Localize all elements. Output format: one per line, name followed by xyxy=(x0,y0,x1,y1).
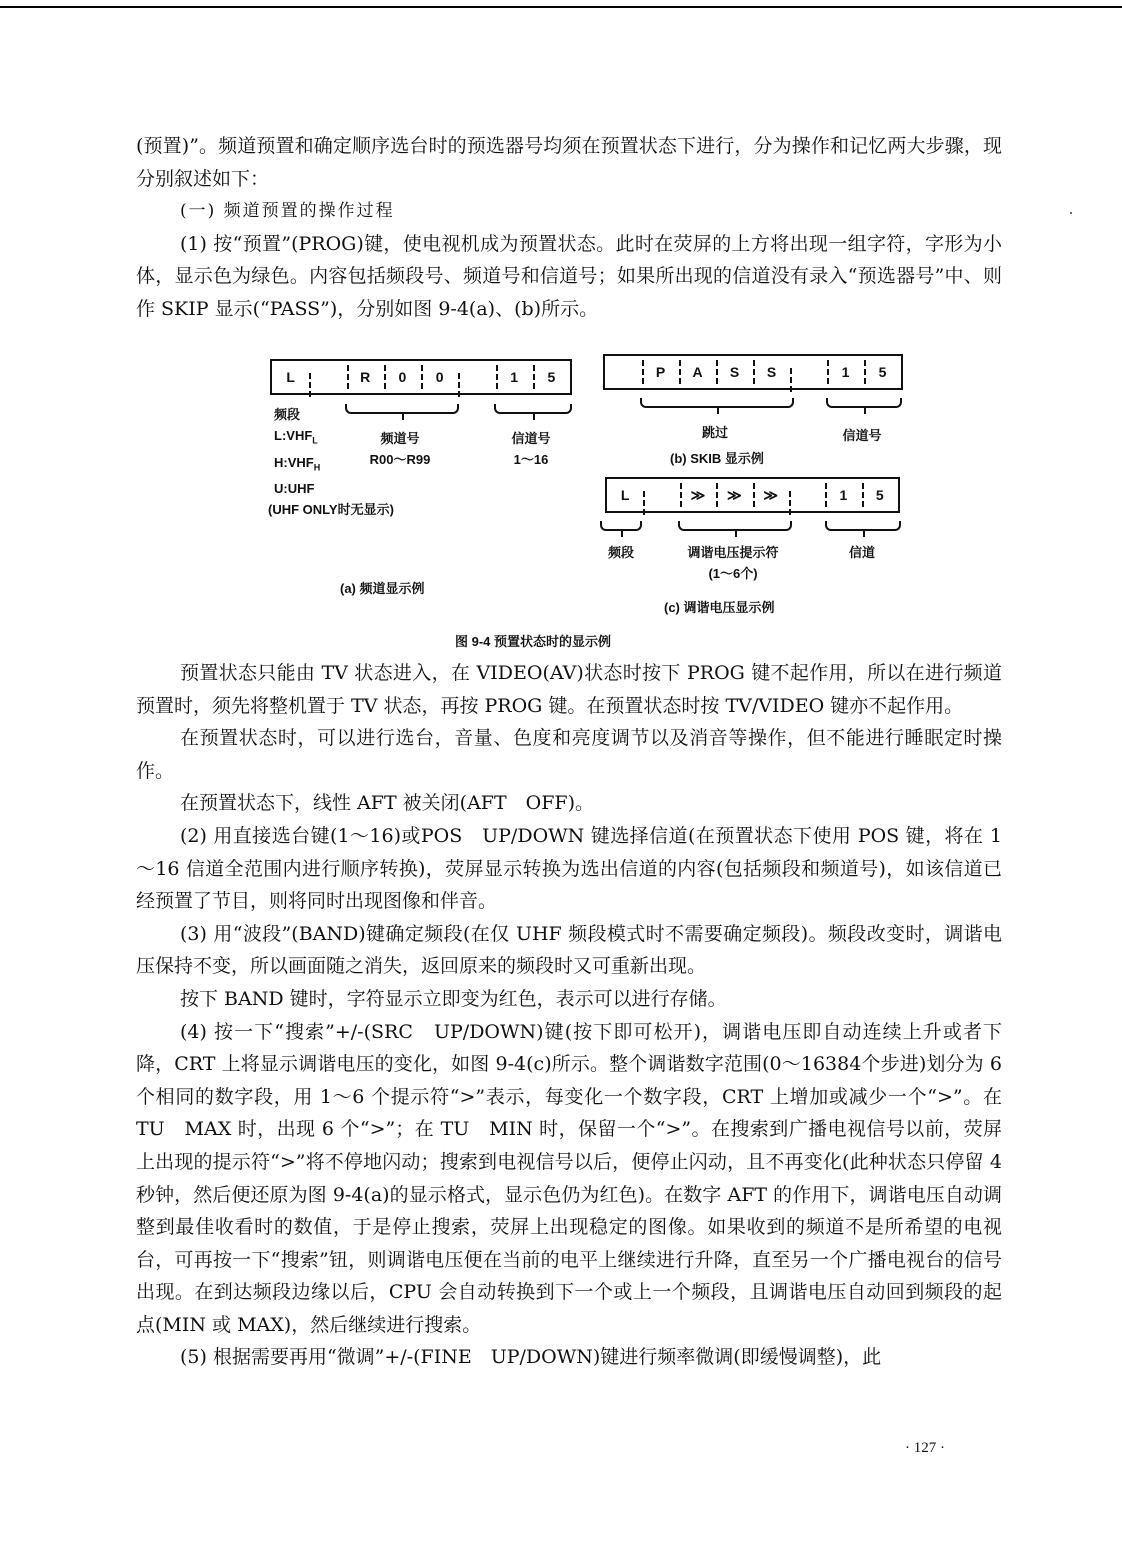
brace-channel-a xyxy=(345,404,459,414)
cell: 1 xyxy=(825,487,861,503)
intro-block xyxy=(136,130,1002,326)
top-rule xyxy=(0,6,1122,8)
body-paragraph: (3) 用“波段”(BAND)键确定频段(在仅 UHF 频段模式时不需要确定频段)。频段改变时，调谐电压保持不变，所以画面随之消失，返回原来的频段时又可重新出现。 xyxy=(136,922,1002,978)
cell: 5 xyxy=(864,364,901,380)
position-label-c: 信道 xyxy=(848,545,875,560)
brace-position-b xyxy=(826,398,902,408)
cell: 0 xyxy=(384,369,421,385)
brace-skip-b xyxy=(640,398,794,408)
cell: L xyxy=(620,487,630,503)
tune-label-text: 调谐电压提示符 xyxy=(687,545,779,560)
band-line-vhfh: $H:VHF_H$ xyxy=(274,454,321,473)
skip-label-b: 跳过 xyxy=(701,425,728,440)
cell: P xyxy=(642,364,679,380)
intro-paragraph: (预置)”。频道预置和确定顺序选台时的预选器号均须在预置状态下进行，分为操作和记忆两大步骤，现分别叙述如下： xyxy=(136,135,1002,190)
brace-band-c xyxy=(600,521,642,531)
tune-range-text: (1～6个) xyxy=(708,566,758,581)
step-1-paragraph: (1) 按“预置”(PROG)键，使电视机成为预置状态。此时在荧屏的上方将出现一组字符，字形为小体，显示色为绿色。内容包括频段号、频道号和信道号；如果所出现的信道没有录入“预选器号”中、则作 SKIP 显示(“PASS”)，分别如图 9-4(a)、(b)所示。 xyxy=(136,232,1002,320)
page-number: · 127 · xyxy=(905,1440,945,1456)
display-box-b xyxy=(603,354,903,390)
scan-speck xyxy=(1070,212,1072,214)
body-paragraph: (2) 用直接选台键(1～16)或POS UP/DOWN 键选择信道(在预置状态下使用 POS 键，将在 1～16 信道全范围内进行顺序转换)，荧屏显示转换为选出信道的内容(包括频段和频道号)，如该信道已经预置了节目，则将同时出现图像和伴音。 xyxy=(136,824,1002,913)
position-label-text: 信道号 xyxy=(511,431,551,446)
cell: R xyxy=(347,369,384,385)
tune-label-c xyxy=(668,542,798,584)
body-block xyxy=(136,657,1002,1374)
display-box-c xyxy=(605,477,900,513)
body-paragraph: 在预置状态下，线性 AFT 被关闭(AFT OFF)。 xyxy=(180,792,595,815)
caption-b: (b) SKIB 显示例 xyxy=(670,451,764,466)
band-line-note: (UHF ONLY时无显示) xyxy=(268,502,394,518)
cell: 0 xyxy=(421,369,458,385)
band-label-c: 频段 xyxy=(607,545,634,560)
brace-tune-c xyxy=(678,521,792,531)
position-range-text: 1～16 xyxy=(513,452,549,467)
band-line-uhf: U:UHF xyxy=(274,481,315,497)
brace-position-c xyxy=(825,521,901,531)
channel-label-text: 频道号 xyxy=(380,431,420,446)
channel-label-a xyxy=(350,428,450,470)
cell: 5 xyxy=(533,369,570,385)
body-paragraph: 预置状态只能由 TV 状态进入，在 VIDEO(AV)状态时按下 PROG 键不起作用，所以在进行频道预置时，须先将整机置于 TV 状态，再按 PROG 键。在预置状态时按 TV/VIDEO 键亦不起作用。 xyxy=(136,662,1002,717)
band-line-vhfl: $L:VHF_L$ xyxy=(274,428,318,446)
channel-range-text: R00～R99 xyxy=(369,452,431,467)
display-box-a xyxy=(270,359,572,395)
caption-c: (c) 调谐电压显示例 xyxy=(664,600,775,615)
body-paragraph: 在预置状态时，可以进行选台，音量、色度和亮度调节以及消音等操作，但不能进行睡眠定时操作。 xyxy=(136,727,1002,782)
brace-position-a xyxy=(494,404,572,414)
caption-a: (a) 频道显示例 xyxy=(340,581,425,596)
cell: S xyxy=(753,364,790,380)
cell: ≫ xyxy=(680,487,716,504)
band-title: 频段 xyxy=(274,407,301,422)
cell: S xyxy=(716,364,753,380)
section-heading: (一) 频道预置的操作过程 xyxy=(180,201,395,222)
cell: A xyxy=(679,364,716,380)
cell: ≫ xyxy=(753,487,789,504)
position-label-b: 信道号 xyxy=(842,428,882,443)
position-label-a xyxy=(490,428,572,470)
cell: 5 xyxy=(862,487,898,503)
figure-title: 图 9-4 预置状态时的显示例 xyxy=(455,634,612,649)
body-paragraph: (5) 根据需要再用“微调”+/-(FINE UP/DOWN)键进行频率微调(即缓慢调整)，此 xyxy=(180,1346,882,1369)
body-paragraph: (4) 按一下“搜索”+/-(SRC UP/DOWN)键(按下即可松开)，调谐电压即自动连续上升或者下降，CRT 上将显示调谐电压的变化，如图 9-4(c)所示。整个调谐数字范围(0～16384个步进)划分为 6 个相同的数字段，用 1～6 个提示符“>”表示，每变化一个数字段，CRT 上增加或减少一个“>”。在 TU MAX 时，出现 6 个“>”；在 TU MIN 时，保留一个“>”。在搜索到广播电视信号以前，荧屏上出现的提示符“>”将不停地闪动；搜索到电视信号以后，便停止闪动，且不再变化(此种状态只停留 4 秒钟，然后便还原为图 9-4(a)的显示格式，显示色仍为红色)。在数字 AFT 的作用下，调谐电压自动调整到最佳收看时的数值，于是停止搜索，荧屏上出现稳定的图像。如果收到的频道不是所希望的电视台，可再按一下“搜索”钮，则调谐电压便在当前的电平上继续进行升降，直至另一个广播电视台的信号出现。在到达频段边缘以后，CPU 会自动转换到下一个或上一个频段，且调谐电压自动回到频段的起点(MIN 或 MAX)，然后继续进行搜索。 xyxy=(136,1020,1002,1336)
cell: L xyxy=(286,369,295,385)
cell: 1 xyxy=(827,364,864,380)
cell: 1 xyxy=(496,369,533,385)
body-paragraph: 按下 BAND 键时，字符显示立即变为红色，表示可以进行存储。 xyxy=(180,987,727,1010)
cell: ≫ xyxy=(716,487,752,504)
